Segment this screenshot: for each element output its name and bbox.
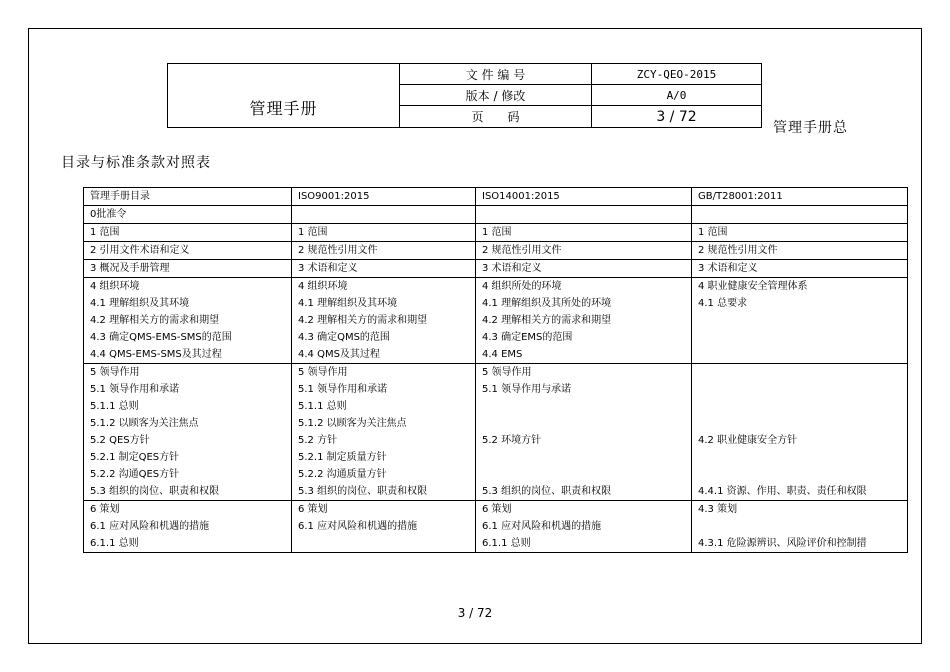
table-row [84, 346, 908, 364]
table-cell: 4.4 QMS-EMS-SMS及其过程 [84, 346, 292, 364]
table-cell [692, 518, 908, 535]
table-cell: 4.3 确定QMS的范围 [292, 329, 476, 346]
table-cell: 5.1 领导作用和承诺 [84, 381, 292, 398]
table-cell: 2 引用文件术语和定义 [84, 242, 292, 260]
table-cell [476, 415, 692, 432]
table-cell: 2 规范性引用文件 [692, 242, 908, 260]
table-cell: 4.2 职业健康安全方针 [692, 432, 908, 449]
header-value: A/0 [666, 88, 687, 102]
table-cell [476, 449, 692, 466]
table-cell: 6.1 应对风险和机遇的措施 [476, 518, 692, 535]
table-cell: 6 策划 [476, 501, 692, 519]
table-cell: 4.4.1 资源、作用、职责、责任和权限 [692, 483, 908, 501]
section-title: 目录与标准条款对照表 [61, 155, 211, 171]
table-cell: 4 组织所处的环境 [476, 278, 692, 296]
table-header-row [84, 188, 908, 206]
table-cell: 4.3 确定EMS的范围 [476, 329, 692, 346]
document-title: 管理手册 [168, 64, 400, 127]
table-cell: 4.2 理解相关方的需求和期望 [292, 312, 476, 329]
header-value: ZCY-QEO-2015 [636, 67, 717, 81]
column-header: 管理手册目录 [84, 188, 292, 206]
table-cell: 5.1 领导作用和承诺 [292, 381, 476, 398]
table-row [84, 381, 908, 398]
table-cell [476, 398, 692, 415]
table-cell [292, 535, 476, 553]
table-row [84, 483, 908, 501]
table-cell: 5.2.1 制定QES方针 [84, 449, 292, 466]
table-cell [692, 415, 908, 432]
table-row [84, 415, 908, 432]
table-cell: 3 术语和定义 [476, 260, 692, 278]
table-cell: 4.1 理解组织及其环境 [292, 295, 476, 312]
table-cell: 4.3.1 危险源辨识、风险评价和控制措 [692, 535, 908, 553]
table-row [84, 295, 908, 312]
table-cell [692, 466, 908, 483]
table-cell: 5 领导作用 [292, 364, 476, 382]
column-header: GB/T28001:2011 [692, 188, 908, 206]
header-value: 3 / 72 [656, 108, 697, 125]
table-cell: 4 组织环境 [292, 278, 476, 296]
table-cell: 5.1.2 以顾客为关注焦点 [292, 415, 476, 432]
table-row [84, 224, 908, 242]
table-cell: 5.2 方针 [292, 432, 476, 449]
header-label: 页 码 [400, 106, 592, 127]
table-cell: 5.3 组织的岗位、职责和权限 [476, 483, 692, 501]
table-cell [692, 398, 908, 415]
table-cell [692, 449, 908, 466]
standards-mapping-table [83, 187, 908, 553]
table-cell: 6.1.1 总则 [84, 535, 292, 553]
table-row [84, 260, 908, 278]
table-row [84, 535, 908, 553]
table-cell: 6.1.1 总则 [476, 535, 692, 553]
table-row [84, 312, 908, 329]
table-cell [692, 381, 908, 398]
table-row [84, 501, 908, 519]
table-cell: 4.2 理解相关方的需求和期望 [84, 312, 292, 329]
table-cell: 6 策划 [84, 501, 292, 519]
table-cell: 1 范围 [692, 224, 908, 242]
table-cell: 4.4 QMS及其过程 [292, 346, 476, 364]
header-label: 文 件 编 号 [400, 64, 592, 84]
table-cell: 6 策划 [292, 501, 476, 519]
table-cell: 5.1.1 总则 [84, 398, 292, 415]
table-cell: 3 术语和定义 [292, 260, 476, 278]
table-row [84, 206, 908, 224]
table-cell: 4 组织环境 [84, 278, 292, 296]
table-cell: 5.1.2 以顾客为关注焦点 [84, 415, 292, 432]
header-row-page [400, 106, 761, 127]
table-cell: 0批准令 [84, 206, 292, 224]
table-cell: 4.1 总要求 [692, 295, 908, 312]
table-cell: 1 范围 [292, 224, 476, 242]
table-cell: 5.2.2 沟通质量方针 [292, 466, 476, 483]
table-row [84, 398, 908, 415]
table-cell: 5.3 组织的岗位、职责和权限 [292, 483, 476, 501]
table-cell [692, 364, 908, 382]
table-cell: 4.4 EMS [476, 346, 692, 364]
column-header: ISO9001:2015 [292, 188, 476, 206]
table-row [84, 364, 908, 382]
side-label: 管理手册总 [773, 120, 848, 136]
header-row-doc-number [400, 64, 761, 85]
table-cell: 5.1.1 总则 [292, 398, 476, 415]
table-cell [292, 206, 476, 224]
table-cell: 5.3 组织的岗位、职责和权限 [84, 483, 292, 501]
table-cell: 2 规范性引用文件 [476, 242, 692, 260]
table-cell [692, 312, 908, 329]
table-cell [476, 206, 692, 224]
table-cell: 4.1 理解组织及其环境 [84, 295, 292, 312]
table-cell: 4 职业健康安全管理体系 [692, 278, 908, 296]
table-cell: 5.2.1 制定质量方针 [292, 449, 476, 466]
header-row-version [400, 85, 761, 106]
table-cell: 6.1 应对风险和机遇的措施 [292, 518, 476, 535]
table-cell: 5.2 环境方针 [476, 432, 692, 449]
table-cell: 4.3 确定QMS-EMS-SMS的范围 [84, 329, 292, 346]
table-row [84, 518, 908, 535]
column-header: ISO14001:2015 [476, 188, 692, 206]
table-cell: 2 规范性引用文件 [292, 242, 476, 260]
table-cell: 1 范围 [476, 224, 692, 242]
document-header [167, 63, 762, 128]
table-cell: 4.2 理解相关方的需求和期望 [476, 312, 692, 329]
table-row [84, 242, 908, 260]
table-cell: 5.2.2 沟通QES方针 [84, 466, 292, 483]
header-label: 版本 / 修改 [400, 85, 592, 105]
table-row [84, 432, 908, 449]
table-row [84, 466, 908, 483]
table-cell: 5.1 领导作用与承诺 [476, 381, 692, 398]
table-cell: 5 领导作用 [84, 364, 292, 382]
table-cell: 5 领导作用 [476, 364, 692, 382]
table-cell [692, 206, 908, 224]
table-cell: 3 术语和定义 [692, 260, 908, 278]
table-cell: 3 概况及手册管理 [84, 260, 292, 278]
table-row [84, 329, 908, 346]
table-cell: 6.1 应对风险和机遇的措施 [84, 518, 292, 535]
table-cell: 4.3 策划 [692, 501, 908, 519]
table-cell: 4.1 理解组织及其所处的环境 [476, 295, 692, 312]
table-cell [476, 466, 692, 483]
page-number: 3 / 72 [457, 606, 493, 620]
table-cell: 5.2 QES方针 [84, 432, 292, 449]
table-cell: 1 范围 [84, 224, 292, 242]
table-cell [692, 346, 908, 364]
table-row [84, 278, 908, 296]
table-cell [692, 329, 908, 346]
table-row [84, 449, 908, 466]
